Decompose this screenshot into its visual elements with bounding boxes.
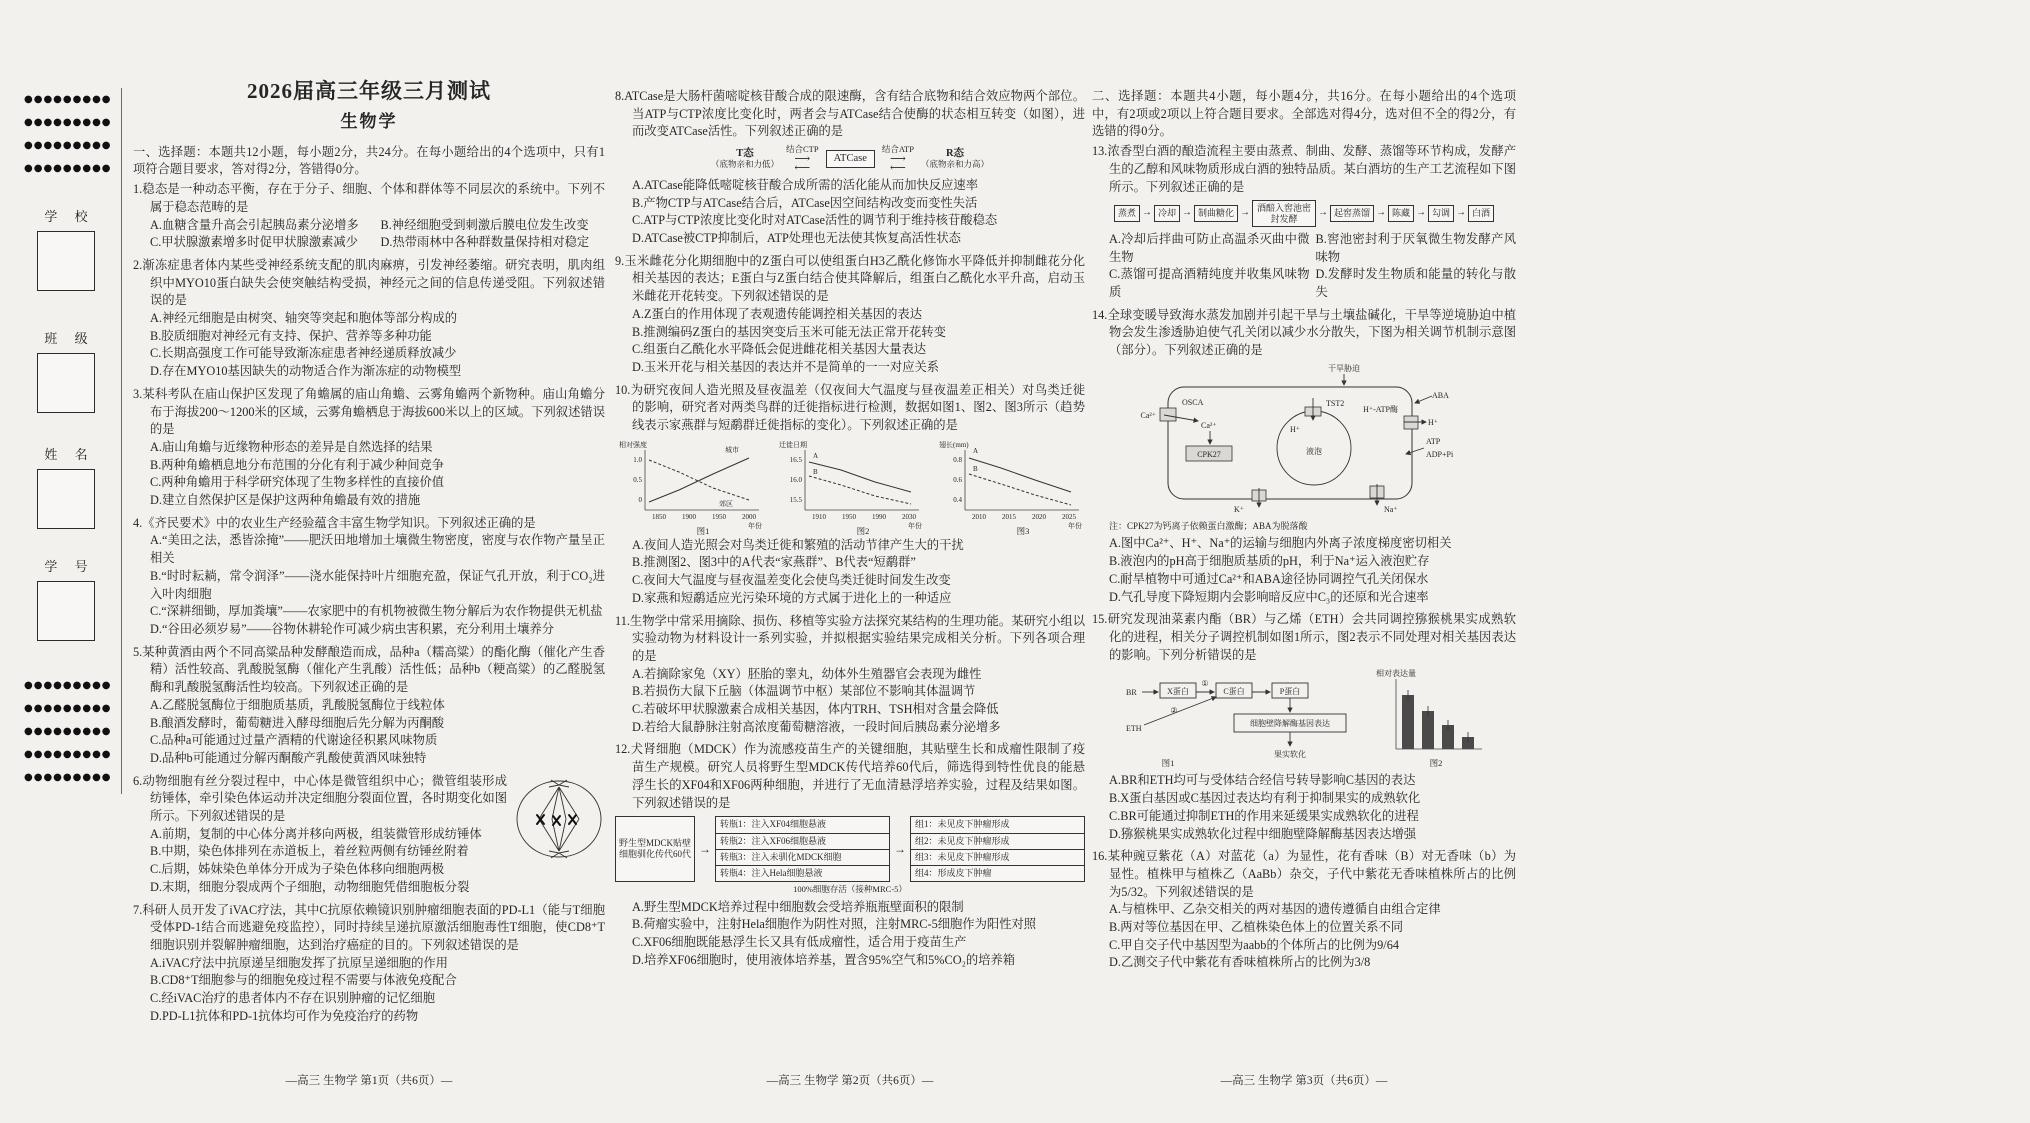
svg-text:1.0: 1.0 (633, 455, 642, 464)
svg-text:Ca²⁺: Ca²⁺ (1140, 410, 1156, 420)
svg-text:15.5: 15.5 (789, 495, 802, 504)
option: B.液泡内的pH高于细胞质基质的pH，利于Na⁺运入液泡贮存 (1109, 554, 1430, 569)
question-stem: 4.《齐民要术》中的农业生产经验蕴含丰富生物学知识。下列叙述正确的是 (133, 515, 536, 530)
svg-text:城市: 城市 (725, 445, 739, 454)
option: C.“深耕细锄，厚加粪壤”——农家肥中的有机物被微生物分解后为农作物提供无机盐 (150, 604, 603, 619)
option: A.与植株甲、乙杂交相关的两对基因的遗传遵循自由组合定律 (1109, 902, 1441, 917)
name-label: 姓 名 (44, 447, 95, 462)
svg-text:P蛋白: P蛋白 (1279, 687, 1301, 697)
right-arrow: → (1317, 207, 1328, 219)
flow-step: 蒸煮 (1114, 205, 1140, 221)
question-stem: 7.科研人员开发了iVAC疗法，其中C抗原依赖镜识别肿瘤细胞表面的PD-L1（能与T细胞受体PD-1结合而逃避免疫监控），同时持续呈递抗原激活细胞毒性T细胞，使CD8⁺T细胞识别并裂解肿瘤细胞，达到治疗癌症的目的。下列叙述错误的是 (133, 902, 605, 952)
svg-text:H⁺: H⁺ (1290, 424, 1300, 434)
option: D.猕猴桃果实成熟软化过程中细胞壁降解酶基因表达增强 (1109, 826, 1417, 841)
svg-text:1950: 1950 (712, 512, 726, 521)
svg-text:ADP+Pi: ADP+Pi (1426, 449, 1454, 459)
option: B.若损伤大鼠下丘脑（体温调节中枢）某部位不影响其体温调节 (632, 684, 976, 699)
svg-text:2020: 2020 (1032, 512, 1046, 521)
svg-text:K⁺: K⁺ (1234, 504, 1244, 514)
option: A.夜间人造光照会对鸟类迁徙和繁殖的活动节律产生大的干扰 (632, 537, 964, 552)
name-write-box (37, 469, 95, 529)
experiment-note: 100%细胞存活（接种MRC-5） (793, 884, 907, 895)
chart-fig2 (775, 438, 925, 536)
question-stem: 6.动物细胞有丝分裂过程中，中心体是微管组织中心；微管组装形成纺锤体，牵引染色体运动并决定细胞分裂面位置，各时期变化如图所示。下列叙述错误的是 (133, 773, 507, 824)
svg-text:ETH: ETH (1126, 724, 1142, 734)
option: D.家燕和短鹬适应光污染环境的方式属于进化上的一种适应 (632, 590, 952, 605)
question-10 (615, 382, 1085, 608)
svg-text:ATP: ATP (1426, 436, 1441, 446)
dot-row: ●●●●●●●●● (24, 117, 112, 128)
svg-text:TST2: TST2 (1326, 398, 1345, 408)
svg-text:2025: 2025 (1062, 512, 1076, 521)
svg-text:②: ② (1170, 706, 1178, 716)
right-arrow: → (1239, 207, 1250, 219)
table-row: 组1：未见皮下肿瘤形成 (911, 817, 1084, 833)
question-stem: 15.研究发现油菜素内酯（BR）与乙烯（ETH）会共同调控猕猴桃果实成熟软化的进程，相关分子调控机制如图1所示，图2表示不同处理对相关基因表达的影响。下列分析错误的是 (1092, 612, 1516, 662)
option: A.ATCase能降低嘧啶核苷酸合成所需的活化能从而加快反应速率 (632, 177, 979, 192)
svg-text:X蛋白: X蛋白 (1167, 687, 1189, 697)
svg-text:图1: 图1 (696, 525, 710, 536)
svg-text:ABA: ABA (1432, 390, 1449, 400)
option: A.Z蛋白的作用体现了表观遗传能调控相关基因的表达 (632, 306, 922, 321)
right-arrow: → (894, 841, 906, 856)
option: C.后期，姊妹染色单体分开成为子染色体移向细胞两极 (150, 862, 445, 877)
svg-text:干旱胁迫: 干旱胁迫 (1328, 363, 1360, 373)
option: D.末期，细胞分裂成两个子细胞，动物细胞凭借细胞板分裂 (150, 879, 470, 894)
question-14 (1092, 307, 1516, 607)
option: D.存在MYO10基因缺失的动物适合作为渐冻症的动物模型 (150, 364, 462, 379)
question-stem: 1.稳态是一种动态平衡，存在于分子、细胞、个体和群体等不同层次的系统中。下列不属于稳态范畴的是 (133, 182, 605, 214)
svg-text:相对强度: 相对强度 (619, 440, 647, 449)
svg-text:果实软化: 果实软化 (1274, 750, 1306, 760)
option: D.建立自然保护区是保护这两种角蟾最有效的措施 (150, 493, 421, 508)
option: B.神经细胞受到刺激后膜电位发生改变 (380, 217, 589, 232)
flow-step: 白酒 (1468, 205, 1494, 221)
flask-column (715, 816, 890, 882)
column-2 (615, 88, 1085, 974)
option: A.血糖含量升高会引起胰岛素分泌增多 (150, 217, 359, 232)
svg-text:2000: 2000 (742, 512, 756, 521)
svg-text:16.0: 16.0 (789, 475, 802, 484)
option: A.BR和ETH均可与受体结合经信号转导影响C基因的表达 (1109, 773, 1416, 788)
mitosis-diagram (513, 775, 605, 869)
option: B.中期，染色体排列在赤道板上，着丝粒两侧有纺锤丝附着 (150, 844, 469, 859)
svg-text:16.5: 16.5 (789, 455, 802, 464)
option: C.BR可能通过抑制ETH的作用来延缓果实成熟软化的进程 (1109, 808, 1419, 823)
dot-row: ●●●●●●●●● (24, 163, 112, 174)
option: A.“美田之法，悉皆涂掩”——肥沃田地增加土壤微生物密度，密度与农作物产量呈正相关 (150, 533, 605, 566)
svg-text:B: B (973, 464, 978, 473)
right-arrow: ⟶ (890, 152, 906, 165)
option: C.甲自交子代中基因型为aabb的个体所占的比例为9/64 (1109, 937, 1399, 952)
option: C.XF06细胞既能悬浮生长又具有低成瘤性，适合用于疫苗生产 (632, 934, 967, 949)
svg-text:A: A (813, 451, 819, 460)
class-field (28, 328, 104, 413)
question-5 (133, 644, 605, 768)
option: C.若破坏甲状腺激素合成相关基因，体内TRH、TSH相对含量会降低 (632, 702, 999, 717)
result-column (910, 816, 1085, 882)
flow-step: 制曲糖化 (1194, 205, 1238, 221)
option: C.夜间大气温度与昼夜温差变化会使鸟类迁徙时间发生改变 (632, 573, 951, 588)
option: B.CD8⁺T细胞参与的细胞免疫过程不需要与体液免疫配合 (150, 973, 457, 988)
svg-text:1950: 1950 (842, 512, 856, 521)
option: C.两种角蟾用于科学研究体现了生物多样性的直接价值 (150, 475, 445, 490)
drought-stress-diagram (1092, 362, 1516, 520)
right-arrow: → (1416, 207, 1427, 219)
dot-row: ●●●●●●●●● (24, 726, 112, 737)
column-3 (1092, 88, 1516, 977)
column-1 (133, 76, 605, 1030)
svg-text:A: A (973, 446, 979, 455)
svg-text:0.6: 0.6 (953, 475, 962, 484)
option: C.经iVAC治疗的患者体内不存在识别肿瘤的记忆细胞 (150, 991, 436, 1006)
question-12 (615, 741, 1085, 969)
pathway-fig1 (1118, 667, 1358, 769)
svg-text:1910: 1910 (812, 512, 826, 521)
dot-row: ●●●●●●●●● (24, 140, 112, 151)
svg-text:液泡: 液泡 (1306, 446, 1322, 456)
option: C.耐旱植物中可通过Ca²⁺和ABA途径协同调控气孔关闭保水 (1109, 571, 1429, 586)
svg-text:图2: 图2 (1429, 758, 1443, 769)
dot-row: ●●●●●●●●● (24, 94, 112, 105)
table-row: 组3：未见皮下肿瘤形成 (911, 850, 1084, 866)
option: D.“谷田必须岁易”——谷物休耕轮作可减少病虫害积累，充分利用土壤养分 (150, 621, 555, 636)
option: C.蒸馏可提高酒精纯度并收集风味物质 (1109, 267, 1310, 300)
question-8 (615, 88, 1085, 248)
option: C.甲状腺激素增多时促甲状腺激素减少 (150, 235, 359, 250)
br-eth-pathway-figures (1092, 667, 1516, 769)
table-row: 转瓶4：注入Hela细胞悬液 (720, 868, 823, 879)
flow-step: 起窖蒸馏 (1330, 205, 1374, 221)
question-stem: 11.生物学中常采用摘除、损伤、移植等实验方法探究某结构的生理功能。某研究小组以实验动物为材料设计一系列实验，并拟根据实验结果完成相关分析。下列各项合理的是 (615, 613, 1085, 663)
svg-text:2015: 2015 (1002, 512, 1016, 521)
option: B.推测图2、图3中的A代表“家燕群”、B代表“短鹬群” (632, 555, 916, 570)
flow-step: 陈藏 (1388, 205, 1414, 221)
left-arrow: ⟵ (794, 161, 811, 174)
bar-chart-fig2 (1372, 667, 1490, 769)
svg-text:迁徙日期: 迁徙日期 (779, 440, 807, 449)
option: D.发酵时发生物质和能量的转化与散失 (1315, 267, 1516, 300)
svg-text:年份: 年份 (908, 521, 922, 530)
option: D.乙测交子代中紫花有香味植株所占的比例为3/8 (1109, 955, 1371, 970)
svg-text:2010: 2010 (972, 512, 986, 521)
left-arrow: ⟵ (890, 161, 906, 174)
registration-dots-bottom (24, 674, 112, 789)
school-write-box (37, 231, 95, 291)
question-4 (133, 515, 605, 639)
atcase-state-diagram: T态 （底物亲和力低） 结合CTP ⟶ ⟵ ATCase 结合ATP ⟶ ⟵ R态 （底物亲和力高） (711, 144, 989, 174)
option: D.PD-L1抗体和PD-1抗体均可作为免疫治疗的药物 (150, 1008, 419, 1023)
option: A.前期，复制的中心体分离并移向两极，组装微管形成纺锤体 (150, 826, 482, 841)
school-label: 学 校 (44, 209, 95, 224)
page2-footer: —高三 生物学 第2页（共6页）— (766, 1075, 934, 1087)
question-9 (615, 253, 1085, 377)
option: A.庙山角蟾与近缘物种形态的差异是自然选择的结果 (150, 439, 433, 454)
right-arrow: → (1141, 207, 1152, 219)
svg-text:1850: 1850 (652, 512, 666, 521)
exam-subject: 生物学 (340, 112, 398, 132)
option: D.热带雨林中各种群数量保持相对稳定 (380, 235, 590, 250)
option: B.胶质细胞对神经元有支持、保护、营养等多种功能 (150, 328, 432, 343)
bird-migration-charts (615, 438, 1085, 536)
option: C.品种a可能通过过量产酒精的代谢途径积累风味物质 (150, 733, 438, 748)
svg-text:1900: 1900 (682, 512, 696, 521)
right-arrow: → (699, 841, 711, 856)
svg-text:0: 0 (638, 495, 642, 504)
option: C.ATP与CTP浓度比变化时对ATCase活性的调节利于维持核苷酸稳态 (632, 213, 998, 228)
question-stem: 8.ATCase是大肠杆菌嘧啶核苷酸合成的限速酶，含有结合底物和结合效应物两个部位。当ATP与CTP浓度比变化时，两者会与ATCase结合使酶的状态相互转变（如图），进而改变ATCase活性。下列叙述正确的是 (615, 89, 1085, 139)
option: B.两种角蟾栖息地分布范围的分化有利于减少种间竞争 (150, 457, 445, 472)
table-row: 转瓶3：注入未驯化MDCK细胞 (716, 850, 889, 866)
svg-text:BR: BR (1126, 688, 1137, 698)
registration-dots-top (24, 88, 112, 180)
baijiu-process-flow (1092, 200, 1516, 227)
svg-text:图2: 图2 (856, 525, 870, 536)
option: A.冷却后拌曲可防止高温杀灭曲中微生物 (1109, 231, 1310, 264)
svg-text:1990: 1990 (872, 512, 886, 521)
question-stem: 3.某科考队在庙山保护区发现了角蟾属的庙山角蟾、云雾角蟾两个新物种。庙山角蟾分布于海拔200～1200米的区域，云雾角蟾栖息于海拔600米以上的区域。下列叙述错误的是 (133, 386, 605, 437)
svg-text:0.4: 0.4 (953, 495, 962, 504)
exam-title: 2026届高三年级三月测试 (247, 79, 491, 103)
question-3 (133, 386, 605, 510)
page1-footer: —高三 生物学 第1页（共6页）— (285, 1075, 453, 1087)
chart-fig1 (615, 438, 765, 536)
dot-row: ●●●●●●●●● (24, 703, 112, 714)
option: D.若给大鼠静脉注射高浓度葡萄糖溶液，一段时间后胰岛素分泌增多 (632, 719, 1001, 734)
dot-row: ●●●●●●●●● (24, 680, 112, 691)
right-arrow: → (1376, 207, 1386, 219)
chart-fig3 (935, 438, 1085, 536)
svg-text:C蛋白: C蛋白 (1223, 687, 1245, 697)
svg-text:图1: 图1 (1161, 758, 1175, 769)
option: B.产物CTP与ATCase结合后，ATCase因空间结构改变而变性失活 (632, 195, 978, 210)
svg-text:Na⁺: Na⁺ (1384, 504, 1398, 514)
option: C.组蛋白乙酰化水平降低会促进雌花相关基因大量表达 (632, 342, 927, 357)
question-2 (133, 257, 605, 381)
question-13 (1092, 143, 1516, 302)
question-stem: 5.某种黄酒由两个不同高粱品种发酵酿造而成，品种a（糯高粱）的酯化酶（催化产生香精）活性较高、乳酸脱氢酶（催化产生乳酸）活性低；品种b（粳高粱）的乙醛脱氢酶和乳酸脱氢酶活性均较高。下列叙述正确的是 (133, 644, 605, 695)
flow-step: 酒醅入窖池密封发酵 (1252, 200, 1316, 227)
question-stem: 14.全球变暖导致海水蒸发加剧并引起干旱与土壤盐碱化，干旱等逆境胁迫中植物会发生渗透胁迫使气孔关闭以减少水分散失，下图为相关调节机制示意图（部分）。下列叙述正确的是 (1092, 307, 1516, 358)
question-stem: 12.犬肾细胞（MDCK）作为流感疫苗生产的关键细胞，其贴壁生长和成瘤性限制了疫苗生产规模。研究人员将野生型MDCK传代培养60代后，筛选得到特性优良的能悬浮生长的XF04和XF06两种细胞，并进行了无血清悬浮培养实验，过程及结果如图。下列叙述错误的是 (615, 742, 1085, 810)
name-field (28, 444, 104, 529)
table-row: 组2：未见皮下肿瘤形成 (911, 834, 1084, 850)
option: D.品种b可能通过分解丙酮酸产乳酸使黄酒风味独特 (150, 750, 427, 765)
student-id-write-box (37, 581, 95, 641)
svg-text:细胞壁降解酶基因表达: 细胞壁降解酶基因表达 (1250, 719, 1330, 729)
class-write-box (37, 353, 95, 413)
option: A.乙醛脱氢酶位于细胞质基质，乳酸脱氢酶位于线粒体 (150, 697, 445, 712)
question-stem: 10.为研究夜间人造光照及昼夜温差（仅夜间大气温度与昼夜温差正相关）对鸟类迁徙的影响，研究者对两类鸟群的迁徙指标进行检测，数据如图1、图2、图3所示（趋势线表示家燕群与短鹬群迁徙指标的变化）。下列叙述正确的是 (615, 382, 1085, 433)
question-15 (1092, 611, 1516, 843)
student-id-field (28, 556, 104, 641)
table-row: 组4：形成皮下肿瘤 (915, 868, 992, 879)
wildtype-cell-box: 野生型MDCK贴壁细胞驯化传代60代 (615, 816, 695, 882)
school-field (28, 206, 104, 291)
question-stem: 2.渐冻症患者体内某些受神经系统支配的肌肉麻痹，引发神经萎缩。研究表明，肌肉组织中MYO10蛋白缺失会使突触结构受损，神经元之间的信息传递受阻。下列叙述错误的是 (133, 257, 605, 308)
dot-row: ●●●●●●●●● (24, 749, 112, 760)
question-stem: 13.浓香型白酒的酿造流程主要由蒸煮、制曲、发酵、蒸馏等环节构成，发酵产生的乙醇和风味物质形成白酒的独特品质。某白酒坊的生产工艺流程如下图所示。下列叙述正确的是 (1092, 144, 1516, 194)
section2-intro: 二、选择题：本题共4小题，每小题4分，共16分。在每小题给出的4个选项中，有2项或2项以上符合题目要求。全部选对得4分，选对但不全的得2分，有选错的得0分。 (1092, 89, 1516, 139)
table-row: 转瓶1：注入XF04细胞悬液 (716, 817, 889, 833)
r-state-label: R态 (945, 148, 965, 160)
t-state-label: T态 (736, 148, 754, 160)
svg-text:H⁺: H⁺ (1428, 417, 1438, 427)
option: B.推测编码Z蛋白的基因突变后玉米可能无法正常开花转变 (632, 324, 946, 339)
question-11 (615, 613, 1085, 737)
right-arrow: → (1181, 207, 1192, 219)
student-id-label: 学 号 (44, 559, 95, 574)
option: A.若摘除家兔（XY）胚胎的睾丸，幼体外生殖器官会表现为雌性 (632, 666, 982, 681)
question-stem: 9.玉米雌花分化期细胞中的Z蛋白可以使组蛋白H3乙酰化修饰水平降低并抑制雌花分化相关基因的表达；E蛋白与Z蛋白结合使其降解后，组蛋白乙酰化水平升高，启动玉米雌花开花转变。下列叙述错误的是 (615, 253, 1085, 304)
question-16 (1092, 848, 1516, 972)
right-arrow: ⟶ (794, 152, 811, 165)
option: B.酿酒发酵时，葡萄糖进入酵母细胞后先分解为丙酮酸 (150, 715, 445, 730)
flow-step: 冷却 (1154, 205, 1180, 221)
question-stem: 16.某种豌豆紫花（A）对蓝花（a）为显性，花有香味（B）对无香味（b）为显性。植株甲与植株乙（AaBb）杂交，子代中紫花无香味植株所占的比例为5/32。下列叙述错误的是 (1092, 849, 1516, 899)
svg-text:年份: 年份 (1068, 521, 1082, 530)
right-arrow: → (1456, 207, 1467, 219)
option: D.ATCase被CTP抑制后，ATP处理也无法使其恢复高活性状态 (632, 230, 961, 245)
table-row: 转瓶2：注入XF06细胞悬液 (716, 834, 889, 850)
binding-line (121, 88, 122, 794)
svg-text:Ca²⁺: Ca²⁺ (1201, 420, 1217, 430)
section1-intro: 一、选择题：本题共12小题，每小题2分，共24分。在每小题给出的4个选项中，只有1项符合题目要求，答对得2分，答错得0分。 (133, 144, 605, 177)
option: B.X蛋白基因或C基因过表达均有利于抑制果实的成熟软化 (1109, 791, 1421, 806)
svg-text:相对表达量: 相对表达量 (1376, 669, 1416, 679)
svg-text:0.8: 0.8 (953, 455, 962, 464)
option: B.两对等位基因在甲、乙植株染色体上的位置关系不同 (1109, 920, 1404, 935)
question-7 (133, 902, 605, 1026)
svg-text:年份: 年份 (748, 521, 762, 530)
page3-footer: —高三 生物学 第3页（共6页）— (1220, 1075, 1388, 1087)
flow-step: 勾调 (1428, 205, 1454, 221)
option: A.iVAC疗法中抗原递呈细胞发挥了抗原呈递细胞的作用 (150, 955, 448, 970)
mdck-experiment-diagram (615, 816, 1085, 882)
svg-text:B: B (813, 467, 818, 476)
option: B.荷瘤实验中，注射Hela细胞作为阴性对照，注射MRC-5细胞作为阳性对照 (632, 917, 1037, 932)
svg-text:①: ① (1201, 679, 1209, 689)
svg-text:0.5: 0.5 (633, 475, 642, 484)
svg-text:H⁺-ATP酶: H⁺-ATP酶 (1363, 404, 1398, 414)
option: D.玉米开花与相关基因的表达并不是简单的一一对应关系 (632, 359, 940, 374)
option: B.窖池密封利于厌氧微生物发酵产风味物 (1315, 231, 1516, 264)
svg-text:CPK27: CPK27 (1197, 449, 1221, 459)
class-label: 班 级 (44, 331, 95, 346)
dot-row: ●●●●●●●●● (24, 772, 112, 783)
option: A.图中Ca²⁺、H⁺、Na⁺的运输与细胞内外离子浓度梯度密切相关 (1109, 536, 1452, 551)
question-1 (133, 181, 605, 252)
atcase-box: ATCase (826, 150, 875, 168)
svg-text:OSCA: OSCA (1182, 397, 1204, 407)
option: A.神经元细胞是由树突、轴突等突起和胞体等部分构成的 (150, 311, 458, 326)
figure-note: 注：CPK27为钙离子依赖蛋白激酶；ABA为脱落酸 (1109, 520, 1308, 531)
question-6 (133, 773, 605, 897)
svg-text:2030: 2030 (902, 512, 916, 521)
option: D.培养XF06细胞时，使用液体培养基，置含95%空气和5%CO₂的培养箱 (632, 952, 1016, 967)
svg-text:图3: 图3 (1016, 525, 1030, 536)
option: A.野生型MDCK培养过程中细胞数会受培养瓶瓶壁面积的限制 (632, 899, 964, 914)
svg-text:翅长(mm): 翅长(mm) (939, 440, 969, 449)
option: B.“时时耘耥，常令润泽”——浇水能保持叶片细胞充盈，保证气孔开放，利于CO₂进入叶肉细胞 (150, 568, 605, 601)
svg-text:郊区: 郊区 (719, 499, 733, 508)
option: C.长期高强度工作可能导致渐冻症患者神经递质释放减少 (150, 346, 457, 361)
option: D.气孔导度下降短期内会影响暗反应中C₃的还原和光合速率 (1109, 589, 1429, 604)
